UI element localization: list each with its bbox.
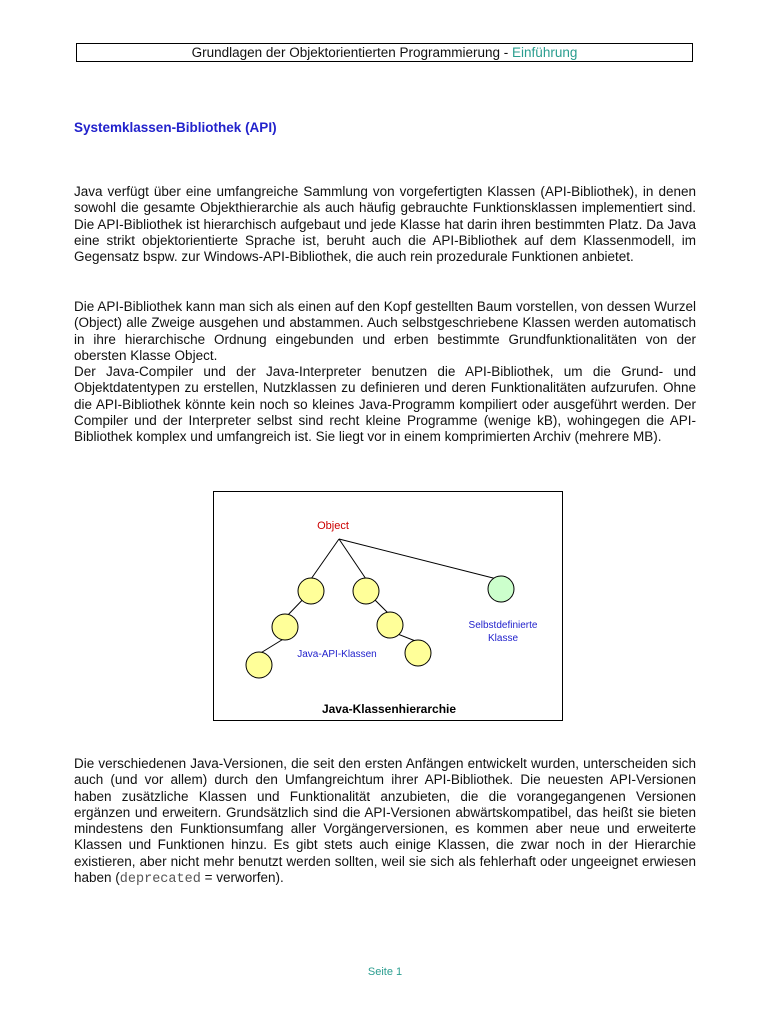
api-label: Java-API-Klassen	[297, 649, 377, 660]
edge-leftleaf	[259, 638, 285, 654]
paragraph-4-text: Die verschiedenen Java-Versionen, die seit den ersten Anfängen entwickelt wurden, unterscheiden sich auch (und vor allem) durch den Umfangreichtum ihrer API-Bibliothek. Die neuesten API-Versionen haben zusätzliche Klassen und Funktionalität anzubieten, die die vorangegangenen Versionen ergänzen und erweitern. Grundsätzlich sind die API-Versionen abwärtskompatibel, das heißt sie bieten mindestens den Funktionsumfang aller Vorgängerversionen, es kommen aber neue und erweiterte Klassen und Funktionen hinzu. Es gibt stets auch einige Klassen, die zwar noch in der Hierarchie existieren, aber nicht mehr benutzt werden sollten, weil sie sich als fehlerhaft oder ungeeignet erwiesen haben (	[74, 756, 696, 886]
paragraph-4-end: = verworfen).	[200, 870, 284, 886]
diagram-caption: Java-Klassenhierarchie	[321, 702, 457, 716]
header-title: Grundlagen der Objektorientierten Programmierung -	[191, 45, 513, 60]
api-node	[405, 640, 431, 666]
edge-root-left	[311, 539, 339, 579]
page-number: Seite 1	[367, 966, 403, 978]
edge-root-custom	[339, 539, 497, 579]
custom-label-line2: Klasse	[487, 633, 519, 644]
header-section: Einführung	[512, 45, 578, 60]
paragraph-4	[74, 756, 696, 888]
api-node	[377, 612, 403, 638]
api-node	[272, 614, 298, 640]
custom-node	[488, 576, 514, 602]
hierarchy-svg	[214, 492, 564, 722]
paragraph-3: Der Java-Compiler und der Java-Interpreter benutzen die API-Bibliothek, um die Grund- und Objektdatentypen zu erstellen, Nutzklassen zu definieren und deren Funktionalitäten aufzurufen. Ohne die API-Bibliothek könnte kein noch so kleines Java-Programm kompiliert oder ausgeführt werden. Der Compiler und der Interpreter selbst sind recht kleine Programme (wenige kB), wohingegen die API-Bibliothek komplex und umfangreich ist. Sie liegt vor in einem komprimierten Archiv (mehrere MB).	[74, 364, 696, 445]
class-hierarchy-diagram	[213, 491, 563, 721]
custom-label-line1: Selbstdefinierte	[468, 620, 538, 631]
deprecated-code: deprecated	[119, 872, 201, 888]
page-header	[76, 43, 693, 62]
api-node	[298, 578, 324, 604]
paragraph-2: Die API-Bibliothek kann man sich als einen auf den Kopf gestellten Baum vorstellen, von dessen Wurzel (Object) alle Zweige ausgehen und abstammen. Auch selbstgeschriebene Klassen werden automatisch in ihre hierarchische Ordnung eingebunden und erben bestimmte Grundfunktionalitäten von der obersten Klasse Object.	[74, 299, 696, 363]
root-label: Object	[317, 520, 349, 532]
paragraph-1: Java verfügt über eine umfangreiche Sammlung von vorgefertigten Klassen (API-Bibliothek), in denen sowohl die gesamte Objekthierarchie als auch häufig gebrauchte Funktionsklassen implementiert sind. Die API-Bibliothek ist hierarchisch aufgebaut und jede Klasse hat darin ihren bestimmten Platz. Da Java eine strikt objektorientierte Sprache ist, beruht auch die API-Bibliothek auf dem Klassenmodell, im Gegensatz bspw. zur Windows-API-Bibliothek, die auch rein prozedurale Funktionen anbietet.	[74, 184, 696, 265]
section-title: Systemklassen-Bibliothek (API)	[74, 120, 277, 135]
api-node	[353, 578, 379, 604]
api-node	[246, 652, 272, 678]
